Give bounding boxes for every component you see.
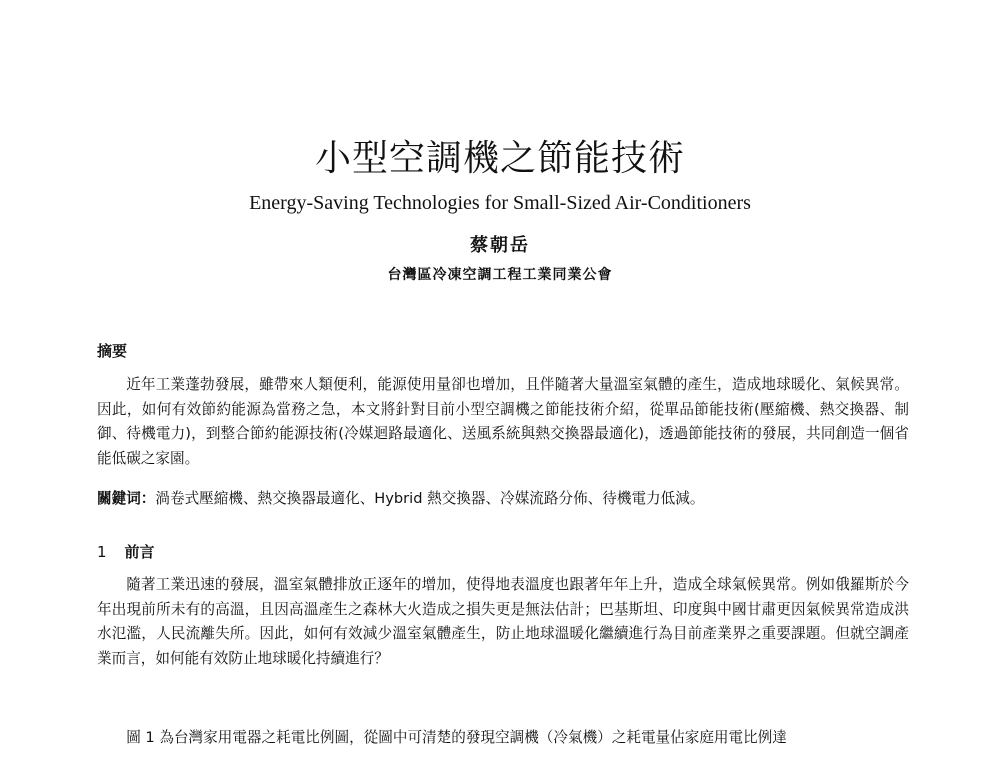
section-number: 1 — [97, 543, 107, 561]
english-title: Energy-Saving Technologies for Small-Sized Air-Conditioners — [249, 192, 751, 214]
abstract-body: 近年工業蓬勃發展，雖帶來人類便利，能源使用量卻也增加，且伴隨著大量溫室氣體的產生，造成地球暖化、氣候異常。因此，如何有效節約能源為當務之急，本文將針對目前小型空調機之節能技術介紹，從單品節能技術(壓縮機、熱交換器、制御、待機電力)，到整合節約能源技術(冷媒迴路最適化、送風系統與熱交換器最適化)，透過節能技術的發展，共同創造一個省能低碳之家園。 — [97, 376, 909, 467]
keywords-text: 渦卷式壓縮機、熱交換器最適化、Hybrid 熱交換器、冷媒流路分佈、待機電力低減。 — [155, 490, 705, 507]
intro-heading — [97, 541, 155, 562]
intro-paragraph: 隨著工業迅速的發展，溫室氣體排放正逐年的增加，使得地表溫度也跟著年年上升，造成全球氣候異常。例如俄羅斯於今年出現前所未有的高溫，且因高溫產生之森林大火造成之損失更是無法估計；巴基斯坦、印度與中國甘肅更因氣候異常造成洪水氾濫，人民流離失所。因此，如何有效減少溫室氣體產生，防止地球溫暖化繼續進行為目前產業界之重要課題。但就空調產業而言，如何能有效防止地球暖化持續進行？ — [97, 576, 909, 667]
author-affiliation: 台灣區冷凍空調工程工業同業公會 — [387, 267, 613, 283]
section-title: 前言 — [124, 543, 155, 561]
abstract-heading: 摘要 — [97, 342, 128, 360]
keywords-label: 關鍵词： — [97, 490, 156, 507]
keywords-line — [97, 487, 909, 512]
author-name: 蔡朝岳 — [470, 235, 530, 256]
intro-paragraph: 圖 1 為台灣家用電器之耗電比例圖，從圖中可清楚的發現空調機（冷氣機）之耗電量佔家庭用電比例達 — [126, 729, 787, 746]
paper-title: 小型空調機之節能技術 — [314, 138, 685, 179]
